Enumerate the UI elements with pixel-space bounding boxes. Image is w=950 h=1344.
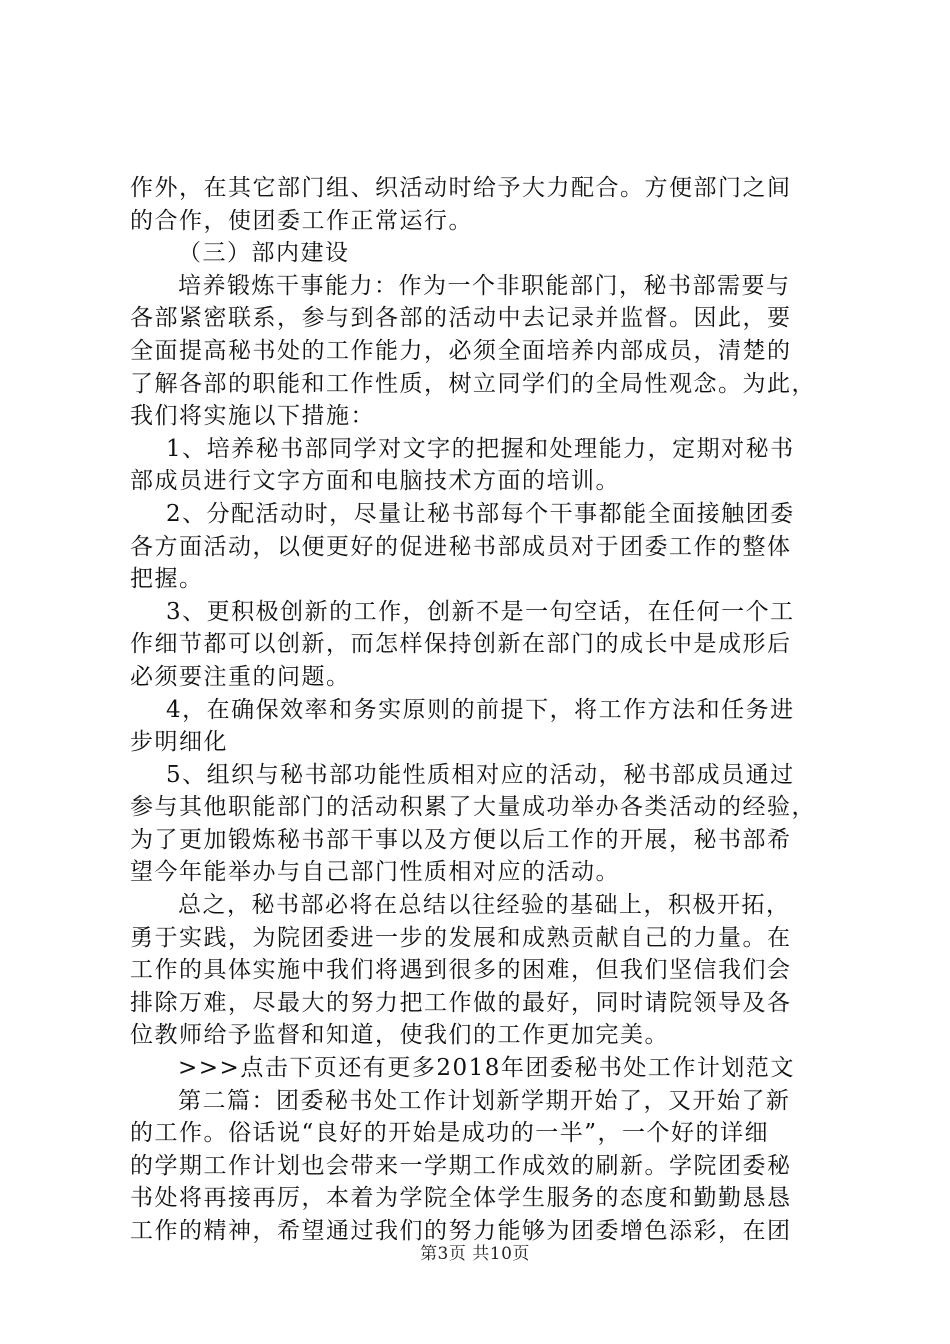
list-item: 5、组织与秘书部功能性质相对应的活动，秘书部成员通过 [166, 761, 795, 788]
page-footer: 第3页 共10页 [420, 1244, 530, 1264]
text-line: 必须要注重的问题。 [130, 663, 351, 690]
text-line: 的学期工作计划也会带来一学期工作成效的刷新。学院团委秘 [130, 1152, 792, 1179]
text-line: 总之，秘书部必将在总结以往经验的基础上，积极开拓， [178, 892, 791, 919]
text-line: 作外，在其它部门组、织活动时给予大力配合。方便部门之间 [130, 175, 792, 201]
text-line: 第二篇：团委秘书处工作计划新学期开始了，又开始了新 [178, 1087, 791, 1114]
text-line: 了解各部的职能和工作性质，树立同学们的全局性观念。为此， [130, 370, 816, 397]
text-line: 书处将再接再厉，本着为学院全体学生服务的态度和勤勤恳恳 [130, 1185, 792, 1212]
list-item: 1、培养秘书部同学对文字的把握和处理能力，定期对秘书 [166, 435, 795, 462]
text-line: 作细节都可以创新，而怎样保持创新在部门的成长中是成形后 [130, 631, 792, 658]
document-body [130, 172, 830, 1248]
text-line: 部成员进行文字方面和电脑技术方面的培训。 [130, 468, 620, 495]
more-link-text: >>>点击下页还有更多2018年团委秘书处工作计划范文 [178, 1055, 795, 1082]
text-line: 工作的具体实施中我们将遇到很多的困难，但我们坚信我们会 [130, 957, 792, 984]
text-line: 位教师给予监督和知道，使我们的工作更加完美。 [130, 1022, 669, 1049]
text-line: 工作的精神，希望通过我们的努力能够为团委增色添彩，在团 [130, 1218, 792, 1244]
text-line: 全面提高秘书处的工作能力，必须全面培养内部成员，清楚的 [130, 337, 792, 364]
text-line: 培养锻炼干事能力：作为一个非职能部门，秘书部需要与 [178, 272, 791, 299]
list-item: 2、分配活动时，尽量让秘书部每个干事都能全面接触团委 [166, 500, 795, 527]
text-line: 各方面活动，以便更好的促进秘书部成员对于团委工作的整体 [130, 533, 792, 560]
text-line: 把握。 [130, 566, 204, 593]
list-item: 4，在确保效率和务实原则的前提下，将工作方法和任务进 [166, 696, 795, 723]
text-line: 参与其他职能部门的活动积累了大量成功举办各类活动的经验， [130, 794, 816, 821]
text-line: 的工作。俗话说“良好的开始是成功的一半”，一个好的详细 [130, 1120, 770, 1147]
text-line: 望今年能举办与自己部门性质相对应的活动。 [130, 859, 620, 886]
text-line: 各部紧密联系，参与到各部的活动中去记录并监督。因此，要 [130, 305, 792, 332]
text-line: 的合作，使团委工作正常运行。 [130, 207, 473, 234]
text-line: 我们将实施以下措施： [130, 403, 375, 430]
section-heading: （三）部内建设 [178, 240, 350, 267]
text-line: 步明细化 [130, 729, 228, 756]
text-line: 勇于实践，为院团委进一步的发展和成熟贡献自己的力量。在 [130, 924, 792, 951]
list-item: 3、更积极创新的工作，创新不是一句空话，在任何一个工 [166, 598, 795, 625]
text-line: 排除万难，尽最大的努力把工作做的最好，同时请院领导及各 [130, 989, 792, 1016]
text-line: 为了更加锻炼秘书部干事以及方便以后工作的开展，秘书部希 [130, 826, 792, 853]
